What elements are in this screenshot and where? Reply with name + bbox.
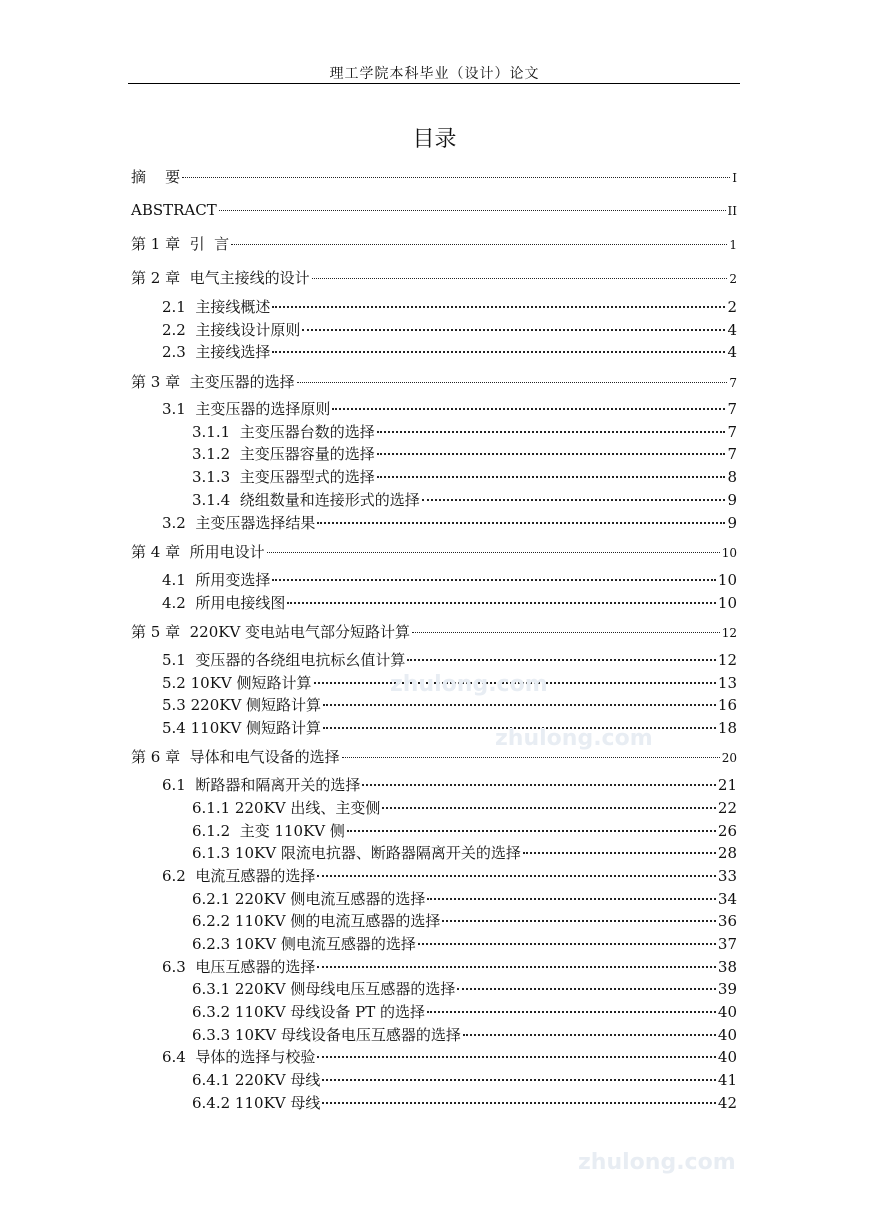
toc-entry[interactable]	[162, 296, 737, 318]
toc-entry[interactable]	[192, 1069, 737, 1091]
dot-leader	[272, 578, 716, 581]
toc-entry-page: 7	[727, 445, 737, 463]
dot-leader	[317, 874, 716, 877]
toc-entry[interactable]	[192, 888, 737, 910]
dot-leader	[412, 631, 720, 633]
dot-leader	[272, 350, 725, 353]
toc-entry[interactable]	[192, 842, 737, 864]
toc-entry-page: 16	[717, 696, 737, 714]
dot-leader	[442, 919, 716, 922]
toc-entry[interactable]	[162, 592, 737, 614]
toc-entry-page: 38	[717, 958, 737, 976]
toc-entry-label: 6.2.2 110KV 侧的电流互感器的选择	[192, 912, 441, 930]
watermark: zhulong.com	[390, 672, 548, 697]
dot-leader	[317, 1055, 716, 1058]
toc-entry-label: 6.1.1 220KV 出线、主变侧	[192, 799, 381, 817]
toc-entry[interactable]	[162, 341, 737, 363]
dot-leader	[287, 601, 716, 604]
toc-entry[interactable]	[162, 1046, 737, 1068]
toc-entry-page: 9	[727, 514, 737, 532]
toc-entry[interactable]	[162, 774, 737, 796]
toc-entry-page: 41	[717, 1071, 737, 1089]
dot-leader	[312, 277, 728, 279]
toc-entry[interactable]	[162, 694, 737, 716]
toc-entry-page: 12	[717, 651, 737, 669]
toc-entry-label: 6.4.2 110KV 母线	[192, 1094, 321, 1112]
dot-leader	[323, 703, 716, 706]
dot-leader	[317, 965, 716, 968]
toc-entry[interactable]	[192, 489, 737, 511]
dot-leader	[219, 209, 726, 211]
toc-entry[interactable]	[131, 199, 737, 221]
toc-entry[interactable]	[192, 466, 737, 488]
toc-entry[interactable]	[192, 1024, 737, 1046]
toc-entry-page: 18	[717, 719, 737, 737]
toc-entry-label: 6.4 导体的选择与校验	[162, 1048, 316, 1066]
dot-leader	[342, 756, 720, 758]
toc-entry-label: 5.4 110KV 侧短路计算	[162, 719, 322, 737]
dot-leader	[427, 1010, 716, 1013]
toc-entry-label: 6.3 电压互感器的选择	[162, 958, 316, 976]
dot-leader	[272, 305, 725, 308]
toc-entry[interactable]	[162, 512, 737, 534]
dot-leader	[317, 521, 725, 524]
toc-entry-label: ABSTRACT	[131, 201, 217, 219]
toc-entry-page: 1	[729, 238, 737, 252]
toc-entry-label: 6.3.1 220KV 侧母线电压互感器的选择	[192, 980, 456, 998]
toc-entry-page: 13	[717, 674, 737, 692]
toc-entry-page: 7	[727, 423, 737, 441]
dot-leader	[231, 243, 727, 245]
toc-entry-page: 10	[721, 546, 737, 560]
toc-entry[interactable]	[192, 797, 737, 819]
toc-entry-label: 第 4 章 所用电设计	[131, 543, 265, 561]
toc-entry-page: 39	[717, 980, 737, 998]
toc-entry[interactable]	[131, 621, 737, 643]
toc-entry-label: 4.2 所用电接线图	[162, 594, 286, 612]
toc-entry-page: 10	[717, 571, 737, 589]
toc-entry-label: 6.3.3 10KV 母线设备电压互感器的选择	[192, 1026, 461, 1044]
dot-leader	[407, 658, 716, 661]
dot-leader	[297, 381, 728, 383]
toc-entry-label: 第 2 章 电气主接线的设计	[131, 269, 310, 287]
toc-title: 目录	[412, 127, 457, 152]
dot-leader	[347, 829, 716, 832]
toc-entry-label: 6.3.2 110KV 母线设备 PT 的选择	[192, 1003, 426, 1021]
toc-entry-page: 7	[727, 400, 737, 418]
toc-entry-page: 40	[717, 1048, 737, 1066]
toc-entry-page: 7	[729, 376, 737, 390]
toc-entry-page: 2	[727, 298, 737, 316]
toc-entry[interactable]	[162, 956, 737, 978]
toc-entry[interactable]	[131, 541, 737, 563]
toc-entry-label: 2.1 主接线概述	[162, 298, 271, 316]
toc-entry-label: 3.1.3 主变压器型式的选择	[192, 468, 375, 486]
dot-leader	[382, 806, 716, 809]
toc-entry-page: 33	[717, 867, 737, 885]
dot-leader	[523, 851, 716, 854]
dot-leader	[457, 987, 716, 990]
toc-entry-page: 10	[717, 594, 737, 612]
toc-entry-page: 36	[717, 912, 737, 930]
toc-entry-label: 6.2.3 10KV 侧电流互感器的选择	[192, 935, 416, 953]
dot-leader	[267, 551, 720, 553]
toc-entry[interactable]	[192, 910, 737, 932]
toc-entry-label: 第 1 章 引 言	[131, 235, 230, 253]
toc-entry[interactable]	[192, 933, 737, 955]
toc-entry-label: 2.2 主接线设计原则	[162, 321, 301, 339]
toc-entry-label: 第 3 章 主变压器的选择	[131, 373, 295, 391]
dot-leader	[377, 475, 726, 478]
dot-leader	[332, 407, 725, 410]
toc-entry-page: 42	[717, 1094, 737, 1112]
toc-entry[interactable]	[192, 1001, 737, 1023]
toc-entry-label: 6.2.1 220KV 侧电流互感器的选择	[192, 890, 426, 908]
toc-entry-label: 5.1 变压器的各绕组电抗标幺值计算	[162, 651, 406, 669]
toc-entry-page: 4	[727, 321, 737, 339]
toc-entry-label: 4.1 所用变选择	[162, 571, 271, 589]
toc-entry-page: 20	[721, 751, 737, 765]
toc-entry-page: 2	[729, 272, 737, 286]
toc-entry-label: 3.1.4 绕组数量和连接形式的选择	[192, 491, 420, 509]
toc-entry-page: 40	[717, 1003, 737, 1021]
toc-entry[interactable]	[192, 978, 737, 1000]
header-text: 理工学院本科毕业（设计）论文	[329, 66, 540, 82]
toc-entry-label: 6.1 断路器和隔离开关的选择	[162, 776, 361, 794]
toc-entry-page: 37	[717, 935, 737, 953]
toc-entry-label: 3.2 主变压器选择结果	[162, 514, 316, 532]
toc-entry[interactable]	[162, 398, 737, 420]
toc-entry-page: 8	[727, 468, 737, 486]
dot-leader	[322, 1078, 716, 1081]
dot-leader	[302, 328, 725, 331]
toc-entry[interactable]	[162, 569, 737, 591]
dot-leader	[463, 1033, 716, 1036]
toc-entry[interactable]	[192, 1092, 737, 1114]
watermark: zhulong.com	[495, 726, 653, 751]
dot-leader	[418, 942, 716, 945]
toc-entry-label: 3.1.2 主变压器容量的选择	[192, 445, 375, 463]
dot-leader	[362, 783, 716, 786]
toc-entry-label: 第 5 章 220KV 变电站电气部分短路计算	[131, 623, 411, 641]
dot-leader	[182, 176, 730, 178]
toc-entry[interactable]	[131, 267, 737, 289]
toc-entry-label: 6.4.1 220KV 母线	[192, 1071, 321, 1089]
toc-entry[interactable]	[131, 233, 737, 255]
toc-entry[interactable]	[192, 421, 737, 443]
dot-leader	[377, 430, 726, 433]
toc-entry-page: 28	[717, 844, 737, 862]
watermark: zhulong.com	[578, 1150, 736, 1175]
toc-entry[interactable]	[131, 166, 737, 188]
dot-leader	[422, 498, 726, 501]
toc-entry[interactable]	[162, 319, 737, 341]
toc-entry-label: 6.1.2 主变 110KV 侧	[192, 822, 345, 840]
toc-entry-label: 3.1.1 主变压器台数的选择	[192, 423, 375, 441]
toc-entry[interactable]	[192, 443, 737, 465]
toc-entry-page: 40	[717, 1026, 737, 1044]
toc-entry-label: 2.3 主接线选择	[162, 343, 271, 361]
toc-entry-label: 第 6 章 导体和电气设备的选择	[131, 748, 340, 766]
toc-entry-page: 26	[717, 822, 737, 840]
dot-leader	[427, 897, 716, 900]
toc-entry-page: 22	[717, 799, 737, 817]
toc-entry[interactable]	[192, 820, 737, 842]
toc-entry-page: 9	[727, 491, 737, 509]
header-rule	[128, 83, 740, 84]
toc-entry-page: 12	[721, 626, 737, 640]
dot-leader	[377, 452, 726, 455]
toc-entry-label: 5.2 10KV 侧短路计算	[162, 674, 312, 692]
toc-entry-page: I	[732, 171, 737, 185]
toc-entry-page: 21	[717, 776, 737, 794]
toc-entry[interactable]	[162, 865, 737, 887]
dot-leader	[322, 1101, 716, 1104]
toc-entry-label: 5.3 220KV 侧短路计算	[162, 696, 322, 714]
toc-entry-page: II	[727, 204, 737, 218]
toc-entry-label: 6.1.3 10KV 限流电抗器、断路器隔离开关的选择	[192, 844, 521, 862]
toc-entry-label: 摘 要	[131, 168, 181, 186]
toc-entry-page: 34	[717, 890, 737, 908]
toc-entry[interactable]	[131, 371, 737, 393]
toc-entry-label: 6.2 电流互感器的选择	[162, 867, 316, 885]
toc-entry-page: 4	[727, 343, 737, 361]
toc-entry-label: 3.1 主变压器的选择原则	[162, 400, 331, 418]
toc-entry[interactable]	[162, 649, 737, 671]
